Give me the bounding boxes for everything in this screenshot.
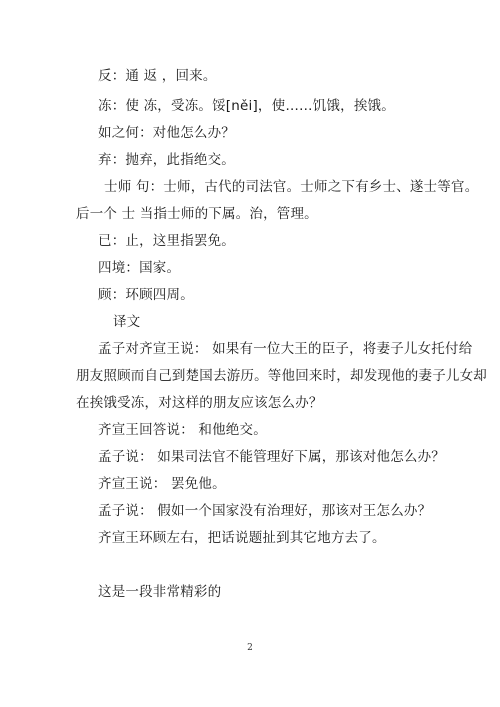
dialogue-line-1: 齐宣王回答说： 和他绝交。 [98, 422, 267, 438]
section-heading-translation: 译文 [113, 314, 141, 330]
annotation-yi: 已：止，这里指罢免。 [98, 233, 235, 249]
dialogue-line-2: 孟子说： 如果司法官不能管理好下属，那该对他怎么办？ [98, 449, 445, 465]
dialogue-line-4: 孟子说： 假如一个国家没有治理好，那该对王怎么办？ [98, 503, 432, 519]
annotation-fan: 反：通 返 ，回来。 [98, 68, 217, 84]
annotation-shishi-2: 后一个 士 当指士师的下属。治，管理。 [76, 206, 318, 222]
annotation-shishi-1: 士师 句：士师，古代的司法官。士师之下有乡士、遂士等官。 [104, 179, 479, 195]
translation-paragraph-line-3: 在挨饿受冻，对这样的朋友应该怎么办？ [76, 395, 323, 411]
annotation-qi: 弃：抛弃，此指绝交。 [98, 152, 235, 168]
translation-paragraph-line-2: 朋友照顾而自己到楚国去游历。等他回来时，却发现他的妻子儿女却 [76, 368, 487, 384]
annotation-dong: 冻：使 冻，受冻。馁[něi]，使……饥饿，挨饿。 [98, 98, 395, 114]
annotation-gu: 顾：环顾四周。 [98, 287, 194, 303]
dialogue-line-5: 齐宣王环顾左右，把话说题扯到其它地方去了。 [98, 530, 386, 546]
annotation-ruzhihe: 如之何：对他怎么办？ [98, 125, 235, 141]
page-number: 2 [247, 643, 253, 653]
translation-paragraph-line-1: 孟子对齐宣王说： 如果有一位大王的臣子，将妻子儿女托付给 [98, 341, 473, 357]
closing-line: 这是一段非常精彩的 [98, 584, 222, 600]
dialogue-line-3: 齐宣王说： 罢免他。 [98, 476, 226, 492]
annotation-sijing: 四境：国家。 [98, 260, 181, 276]
